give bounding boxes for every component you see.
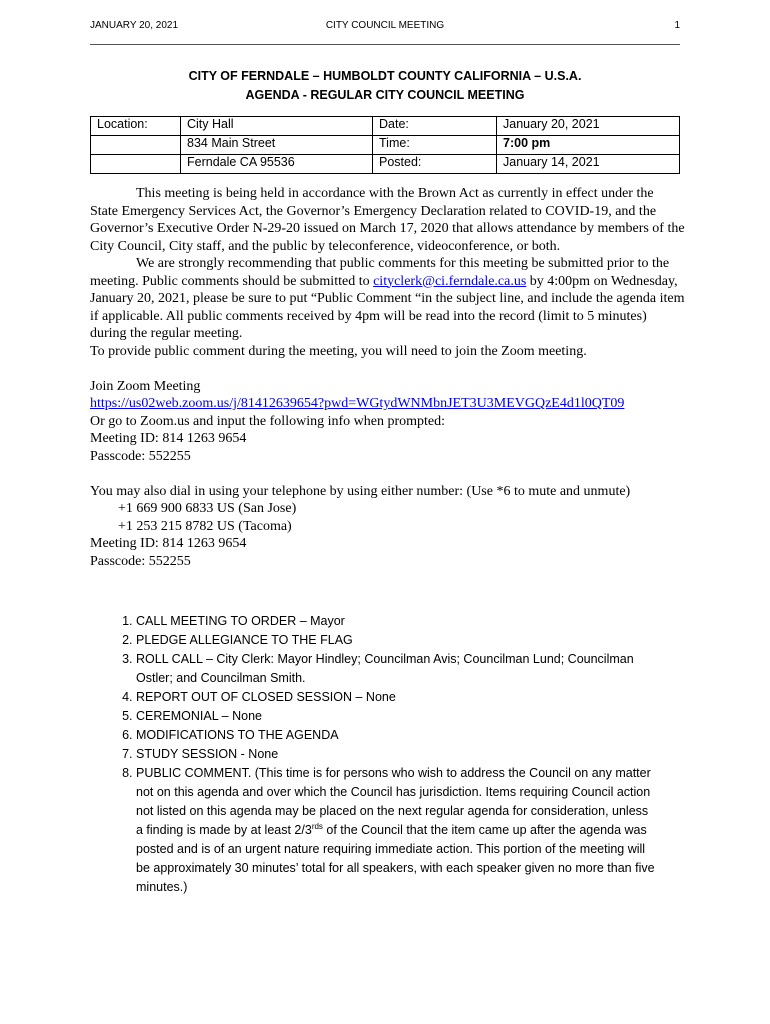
posted-value: January 14, 2021 — [497, 155, 680, 174]
clerk-email-link[interactable]: cityclerk@ci.ferndale.ca.us — [373, 273, 527, 289]
empty-cell — [91, 136, 181, 155]
address-line-3: Ferndale CA 95536 — [181, 155, 373, 174]
phone-number-2: +1 253 215 8782 US (Tacoma) — [118, 518, 292, 534]
address-line-1: City Hall — [181, 117, 373, 136]
agenda-item-study-session: 7. STUDY SESSION - None — [136, 745, 656, 764]
agenda-item-public-comment — [136, 764, 656, 897]
header-page-number: 1 — [674, 20, 680, 31]
header-meeting-title: CITY COUNCIL MEETING — [325, 20, 445, 31]
intro-paragraph-2-start: We are strongly recommending that public comments for this meeting be submitted prior to the meeting. Public comments should be submitted to — [90, 256, 670, 289]
time-value: 7:00 pm — [497, 136, 680, 155]
title-line-2: AGENDA - REGULAR CITY COUNCIL MEETING — [245, 88, 525, 102]
zoom-meeting-id: Meeting ID: 814 1263 9654 — [90, 431, 247, 446]
phone-intro: You may also dial in using your telephone by using either number: (Use *6 to mute and unmute) — [90, 483, 631, 499]
agenda-item-call-to-order: 1. CALL MEETING TO ORDER – Mayor — [136, 612, 656, 631]
agenda-item-pledge: 2. PLEDGE ALLEGIANCE TO THE FLAG — [136, 631, 656, 650]
phone-meeting-id: Meeting ID: 814 1263 9654 — [90, 536, 247, 551]
agenda-list — [90, 612, 656, 897]
page-header — [90, 20, 680, 36]
intro-paragraph-1: This meeting is being held in accordance with the Brown Act as currently in effect under the State Emergency Services Act, the Governor’s Emergency Declaration related to COVID-19, and the Governor’s Executive Order N-29-20 issued on March 17, 2020 that allows attendance by members of the City Council, City staff, and the public by teleconference, videoconference, or both. — [90, 186, 685, 254]
title-line-1: CITY OF FERNDALE – HUMBOLDT COUNTY CALIFORNIA – U.S.A. — [188, 69, 582, 83]
address-line-2: 834 Main Street — [181, 136, 373, 155]
intro-paragraph-3: To provide public comment during the meeting, you will need to join the Zoom meeting. — [90, 343, 587, 359]
zoom-meeting-link[interactable]: https://us02web.zoom.us/j/81412639654?pwd=WGtydWNMbnJET3U3MEVGQzE4d1l0QT09 — [90, 396, 625, 411]
document-title — [90, 67, 680, 105]
meeting-info-table — [90, 116, 680, 174]
public-comment-text-start: PUBLIC COMMENT. (This time is for persons who wish to address the Council on any matter not on this agenda and over which the Council has jurisdiction. Items requiring Council action not listed on this agenda may be placed on the next regular agenda for consideration, unless a finding is made by at least 2/3 — [136, 766, 651, 837]
empty-cell — [91, 155, 181, 174]
zoom-passcode: Passcode: 552255 — [90, 448, 191, 464]
zoom-join-label: Join Zoom Meeting — [90, 378, 201, 394]
location-label: Location: — [91, 117, 181, 136]
agenda-item-ceremonial: 5. CEREMONIAL – None — [136, 707, 656, 726]
document-body — [90, 185, 685, 570]
phone-passcode: Passcode: 552255 — [90, 553, 191, 569]
ordinal-superscript: rds — [311, 821, 323, 831]
public-comment-text-end: of the Council that the item came up after the agenda was posted and is of an urgent nature requiring immediate action. This portion of the meeting will be approximately 30 minutes’ total for all speakers, with each speaker given no more than five minutes.) — [136, 823, 655, 894]
header-date: JANUARY 20, 2021 — [90, 20, 179, 31]
intro-paragraph-2-end: by 4:00pm on Wednesday, January 20, 2021, please be sure to put “Public Comment “in the subject line, and include the agenda item if applicable. All public comments received by 4pm will be read into the record (limit to 5 minutes) during the regular meeting. — [90, 273, 685, 341]
header-divider — [90, 44, 680, 45]
date-value: January 20, 2021 — [497, 117, 680, 136]
agenda-item-modifications: 6. MODIFICATIONS TO THE AGENDA — [136, 726, 656, 745]
zoom-goto-text: Or go to Zoom.us and input the following info when prompted: — [90, 413, 446, 429]
time-label: Time: — [373, 136, 497, 155]
phone-number-1: +1 669 900 6833 US (San Jose) — [118, 501, 297, 516]
agenda-item-roll-call: 3. ROLL CALL – City Clerk: Mayor Hindley; Councilman Avis; Councilman Lund; Councilman Ostler; and Councilman Smith. — [136, 650, 656, 688]
date-label: Date: — [373, 117, 497, 136]
intro-paragraph-2 — [90, 255, 685, 343]
posted-label: Posted: — [373, 155, 497, 174]
agenda-item-closed-session: 4. REPORT OUT OF CLOSED SESSION – None — [136, 688, 656, 707]
